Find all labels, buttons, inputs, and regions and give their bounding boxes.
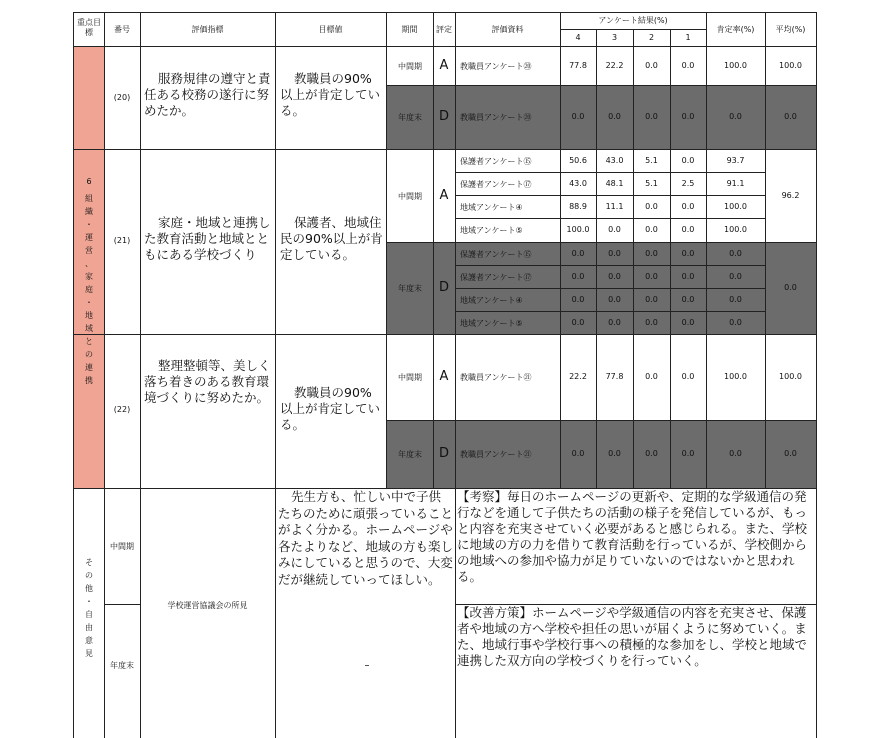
grid-line — [455, 172, 766, 173]
grid-line — [140, 12, 141, 738]
value-v4: 0.0 — [571, 271, 585, 281]
value-v2: 0.0 — [645, 112, 658, 121]
value-v3: 11.1 — [605, 201, 624, 211]
grid-line — [596, 29, 597, 488]
grid-line — [104, 12, 105, 738]
rating-value: D — [438, 109, 449, 124]
value-v1: 0.0 — [681, 294, 695, 304]
value-rate: 0.0 — [729, 248, 742, 258]
value-v3: 0.0 — [608, 294, 621, 304]
value-rate: 0.0 — [729, 271, 742, 281]
value-v1: 0.0 — [681, 248, 695, 258]
period-label: 年度末 — [398, 450, 422, 459]
value-v1: 0.0 — [681, 224, 695, 234]
grid-line — [386, 12, 387, 488]
source-name: 教職員アンケート⑳ — [460, 113, 532, 122]
source-name: 地域アンケート④ — [460, 295, 523, 305]
value-rate: 0.0 — [729, 112, 742, 121]
value-v3: 0.0 — [608, 112, 621, 121]
header-number: 番号 — [114, 25, 130, 34]
council-comment: 先生方も、忙しい中で子供たちのために頑張っていることがよく分かる。ホームページや各たよりなど、地域の方も楽しみにしていると思うので、大変だが継続していってほしい。 — [278, 489, 454, 587]
value-v1: 0.0 — [681, 372, 695, 381]
source-name: 保護者アンケート⑰ — [460, 272, 532, 282]
source-name: 教職員アンケート㉑ — [460, 373, 532, 382]
value-v4: 77.8 — [569, 60, 587, 70]
value-v4: 100.0 — [566, 224, 590, 234]
source-name: 保護者アンケート⑮ — [460, 249, 532, 259]
value-v1: 0.0 — [681, 271, 695, 281]
grid-line — [433, 12, 434, 488]
header-level-3: 3 — [611, 33, 618, 42]
other-end-label: 年度末 — [110, 661, 134, 670]
grid-line — [455, 265, 766, 266]
other-label: そ の 他 ・ 自 由 意 見 — [85, 558, 93, 658]
value-v2: 5.1 — [645, 178, 658, 188]
grid-line — [386, 420, 817, 421]
rating-value: A — [439, 57, 449, 73]
average-value: 100.0 — [779, 372, 802, 381]
value-v2: 0.0 — [645, 317, 658, 327]
period-label: 中間期 — [398, 191, 422, 201]
target-text: 保護者、地域住民の90%以上が肯定している。 — [280, 215, 383, 262]
grid-line — [670, 29, 671, 488]
value-rate: 93.7 — [726, 155, 745, 165]
header-level-4: 4 — [575, 33, 581, 42]
value-v2: 0.0 — [645, 294, 658, 304]
indicator-number: (21) — [113, 236, 131, 245]
header-positive-rate: 肯定率(%) — [716, 25, 755, 34]
period-label: 中間期 — [398, 373, 422, 382]
indicator-text: 家庭・地域と連携した教育活動と地域とともにある学校づくり — [144, 215, 271, 262]
value-v3: 0.0 — [608, 317, 621, 327]
value-v2: 0.0 — [645, 248, 658, 258]
average-value: 100.0 — [779, 60, 802, 70]
value-v1: 0.0 — [681, 317, 695, 327]
header-level-1: 1 — [685, 33, 691, 42]
value-rate: 100.0 — [724, 201, 747, 211]
period-label: 年度末 — [398, 113, 422, 122]
header-average: 平均(%) — [775, 25, 806, 34]
header-goal: 重点目標 — [77, 18, 101, 37]
grid-line — [455, 288, 766, 289]
average-value: 96.2 — [781, 190, 800, 200]
average-value: 0.0 — [784, 112, 797, 121]
value-v2: 0.0 — [645, 271, 658, 281]
value-v3: 43.0 — [605, 155, 624, 165]
improvement-text: 【改善方策】ホームページや学級通信の内容を充実させ、保護者や地域の方へ学校や担任の思いが届くように努めていく。また、地域行事や学校行事への積極的な参加をし、学校と地域で連携した双方向の学校づくりを行っていく。 — [457, 605, 808, 668]
target-text: 教職員の90%以上が肯定している。 — [280, 385, 381, 432]
average-value: 0.0 — [784, 449, 797, 458]
header-rating: 評定 — [436, 25, 452, 34]
header-survey-results: アンケート結果(%) — [598, 16, 668, 25]
value-rate: 100.0 — [724, 224, 747, 234]
stray-dot — [365, 665, 369, 666]
period-label: 中間期 — [398, 61, 422, 71]
header-target: 目標値 — [318, 25, 343, 34]
average-value: 0.0 — [784, 283, 797, 292]
goal-label: 6 組 織 ・ 運 営 、 家 庭 ・ 地 域 と の 連 携 — [85, 177, 93, 385]
value-v1: 0.0 — [681, 60, 695, 70]
value-v3: 48.1 — [605, 178, 624, 188]
grid-line — [386, 242, 817, 243]
value-v1: 2.5 — [681, 178, 695, 188]
grid-line — [73, 12, 74, 738]
value-v3: 22.2 — [605, 60, 624, 70]
source-name: 保護者アンケート⑰ — [460, 179, 532, 189]
other-mid-label: 中間期 — [110, 542, 134, 551]
grid-line — [455, 218, 766, 219]
header-source: 評価資料 — [491, 25, 524, 34]
value-v4: 0.0 — [571, 294, 585, 304]
source-name: 教職員アンケート㉑ — [460, 450, 532, 459]
indicator-number: (22) — [113, 405, 131, 414]
value-v1: 0.0 — [681, 201, 695, 211]
value-v4: 50.6 — [569, 155, 587, 165]
value-v4: 22.2 — [569, 372, 587, 381]
source-name: 地域アンケート④ — [460, 202, 523, 212]
grid-line — [386, 85, 817, 86]
period-label: 年度末 — [398, 284, 422, 293]
source-name: 地域アンケート⑤ — [460, 318, 523, 328]
value-v2: 0.0 — [645, 449, 658, 458]
header-level-2: 2 — [648, 33, 655, 42]
value-v3: 77.8 — [605, 372, 624, 381]
source-name: 地域アンケート⑤ — [460, 225, 523, 235]
value-v1: 0.0 — [681, 112, 695, 121]
reflection-text: 【考察】毎日のホームページの更新や、定期的な学級通信の発行などを通して子供たちの活動の様子を発信しているが、もっと内容を充実させていく必要があると感じられる。また、学校に地域の方の力を借りて教育活動を行っているが、学校側からの地域への参加や協力が足りていないのではないかと思われる。 — [457, 489, 808, 584]
value-rate: 100.0 — [724, 60, 747, 70]
rating-value: D — [438, 446, 449, 461]
grid-line — [816, 12, 817, 738]
value-v4: 0.0 — [571, 449, 585, 458]
value-v4: 88.9 — [569, 201, 587, 211]
source-name: 教職員アンケート⑳ — [460, 61, 532, 71]
grid-line — [633, 29, 634, 488]
indicator-number: (20) — [113, 93, 131, 102]
source-name: 保護者アンケート⑮ — [460, 156, 532, 166]
indicator-text: 服務規律の遵守と責任ある校務の遂行に努めたか。 — [144, 71, 271, 118]
value-v3: 0.0 — [608, 224, 621, 234]
header-period: 期間 — [401, 25, 418, 34]
target-text: 教職員の90%以上が肯定している。 — [280, 71, 381, 118]
value-rate: 100.0 — [724, 372, 747, 381]
value-v3: 0.0 — [608, 248, 621, 258]
council-label: 学校運営協議会の所見 — [167, 601, 248, 610]
value-v4: 0.0 — [571, 112, 585, 121]
value-v4: 0.0 — [571, 317, 585, 327]
value-v2: 0.0 — [645, 201, 658, 211]
value-rate: 0.0 — [729, 317, 742, 327]
value-v1: 0.0 — [681, 155, 695, 165]
value-v3: 0.0 — [608, 449, 621, 458]
value-rate: 0.0 — [729, 294, 742, 304]
value-rate: 0.0 — [729, 449, 742, 458]
grid-line — [455, 195, 766, 196]
grid-line — [455, 311, 766, 312]
value-v2: 5.1 — [645, 155, 658, 165]
grid-line — [765, 12, 766, 488]
grid-line — [104, 604, 140, 605]
value-v2: 0.0 — [645, 372, 658, 381]
rating-value: A — [439, 187, 449, 203]
value-v2: 0.0 — [645, 224, 658, 234]
grid-line — [275, 12, 276, 738]
value-v1: 0.0 — [681, 449, 695, 458]
value-v2: 0.0 — [645, 60, 658, 70]
rating-value: A — [439, 369, 449, 384]
value-v3: 0.0 — [608, 271, 621, 281]
value-v4: 43.0 — [569, 178, 587, 188]
value-rate: 91.1 — [726, 178, 745, 188]
indicator-text: 整理整頓等、美しく落ち着きのある教育環境づくりに努めたか。 — [144, 358, 271, 405]
header-indicator: 評価指標 — [191, 25, 224, 34]
rating-value: D — [438, 280, 449, 295]
value-v4: 0.0 — [571, 248, 585, 258]
